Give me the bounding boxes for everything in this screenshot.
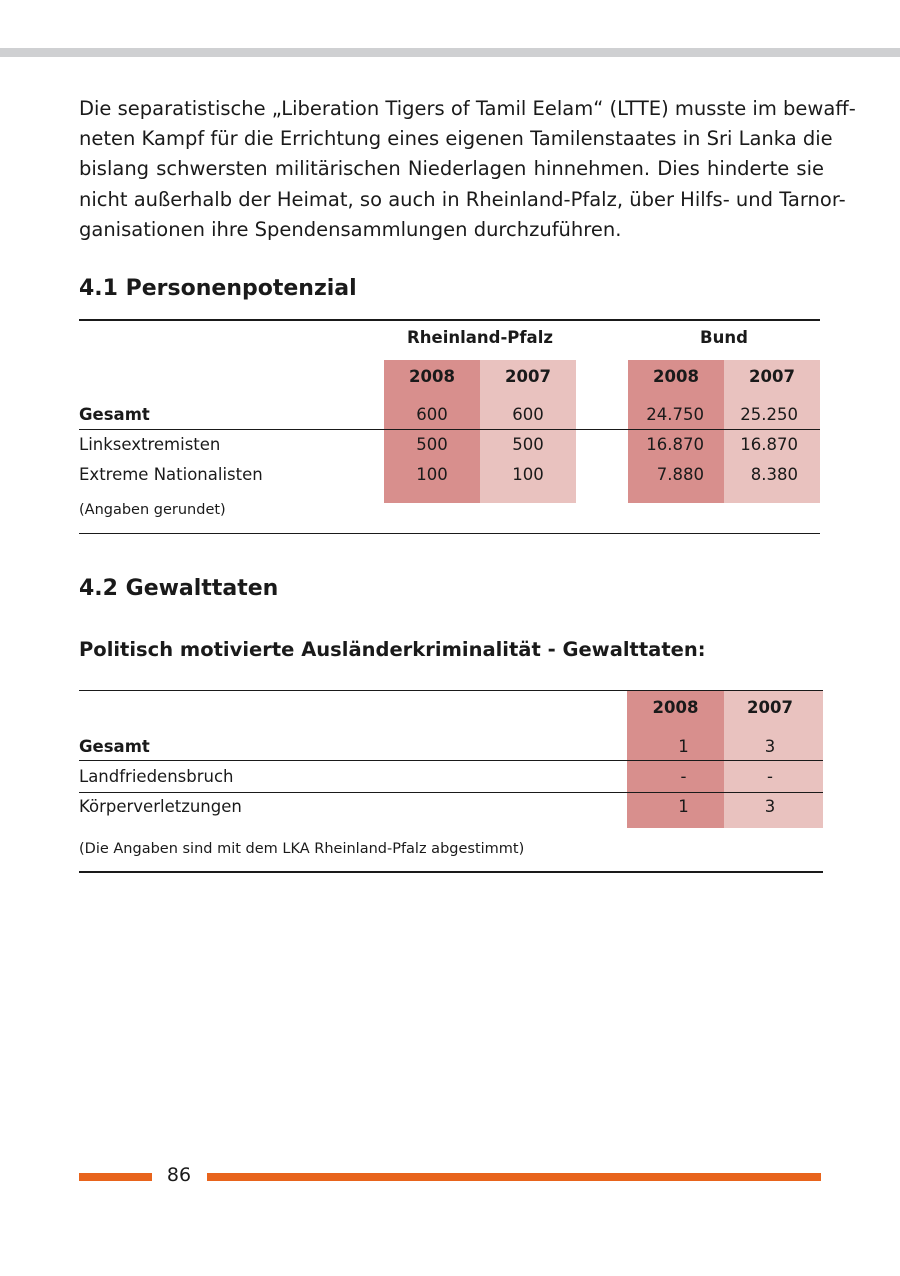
group-header-bund: Bund	[700, 328, 748, 347]
table-cell: 500	[512, 435, 544, 454]
table-cell: 7.880	[656, 465, 704, 484]
table-cell: -	[767, 767, 773, 786]
row-label: Gesamt	[79, 405, 150, 424]
row-label: Landfriedensbruch	[79, 767, 234, 786]
top-bar	[0, 48, 900, 57]
table-cell: 3	[764, 797, 776, 816]
table-top-rule	[79, 319, 820, 321]
row-label: Gesamt	[79, 737, 150, 756]
footer-bar-right	[207, 1173, 821, 1181]
table-cell: 16.870	[740, 435, 798, 454]
table-cell: 600	[416, 405, 448, 424]
row-label: Linksextremisten	[79, 435, 221, 454]
row-divider	[79, 760, 823, 761]
intro-line: bislang schwersten militärischen Niederlagen hinnehmen. Dies hinderte sie	[79, 157, 824, 181]
row-divider	[79, 792, 823, 793]
intro-line: neten Kampf für die Errichtung eines eigenen Tamilenstaates in Sri Lanka die	[79, 127, 833, 151]
table-cell: 1	[678, 737, 689, 756]
table-bottom-rule	[79, 533, 820, 534]
row-label: Extreme Nationalisten	[79, 465, 263, 484]
table-subheading: Politisch motivierte Ausländerkriminalität - Gewalttaten:	[79, 638, 706, 661]
table-cell: 600	[512, 405, 544, 424]
year-header: 2008	[652, 698, 699, 717]
table-cell: 100	[512, 465, 544, 484]
section-heading-personenpotenzial: 4.1 Personenpotenzial	[79, 276, 357, 301]
year-header: 2007	[747, 698, 793, 717]
table-cell: 8.380	[750, 465, 798, 484]
table-cell: 25.250	[740, 405, 798, 424]
table-cell: 3	[764, 737, 776, 756]
intro-line: nicht außerhalb der Heimat, so auch in Rheinland-Pfalz, über Hilfs- und Tarnor-	[79, 187, 846, 211]
year-header: 2007	[505, 367, 551, 386]
intro-line: ganisationen ihre Spendensammlungen durchzuführen.	[79, 217, 622, 241]
table-note: (Die Angaben sind mit dem LKA Rheinland-Pfalz abgestimmt)	[79, 841, 525, 857]
year-header: 2008	[653, 367, 699, 386]
table-note: (Angaben gerundet)	[79, 502, 226, 518]
intro-paragraph	[79, 94, 856, 245]
group-header-rlp: Rheinland-Pfalz	[407, 328, 553, 347]
table-cell: 1	[678, 797, 689, 816]
row-divider	[79, 429, 820, 430]
page-number: 86	[166, 1164, 192, 1186]
table-bottom-rule	[79, 871, 823, 873]
table-cell: 100	[416, 465, 448, 484]
table-cell: 16.870	[646, 435, 704, 454]
table-cell: -	[680, 767, 687, 786]
footer-bar-left	[79, 1173, 152, 1181]
year-header: 2007	[749, 367, 795, 386]
table-cell: 24.750	[646, 405, 704, 424]
year-header: 2008	[409, 367, 455, 386]
table-cell: 500	[416, 435, 448, 454]
intro-line: Die separatistische „Liberation Tigers of Tamil Eelam“ (LTTE) musste im bewaff-	[79, 97, 856, 120]
section-heading-gewalttaten: 4.2 Gewalttaten	[79, 576, 279, 601]
row-label: Körperverletzungen	[79, 797, 242, 816]
